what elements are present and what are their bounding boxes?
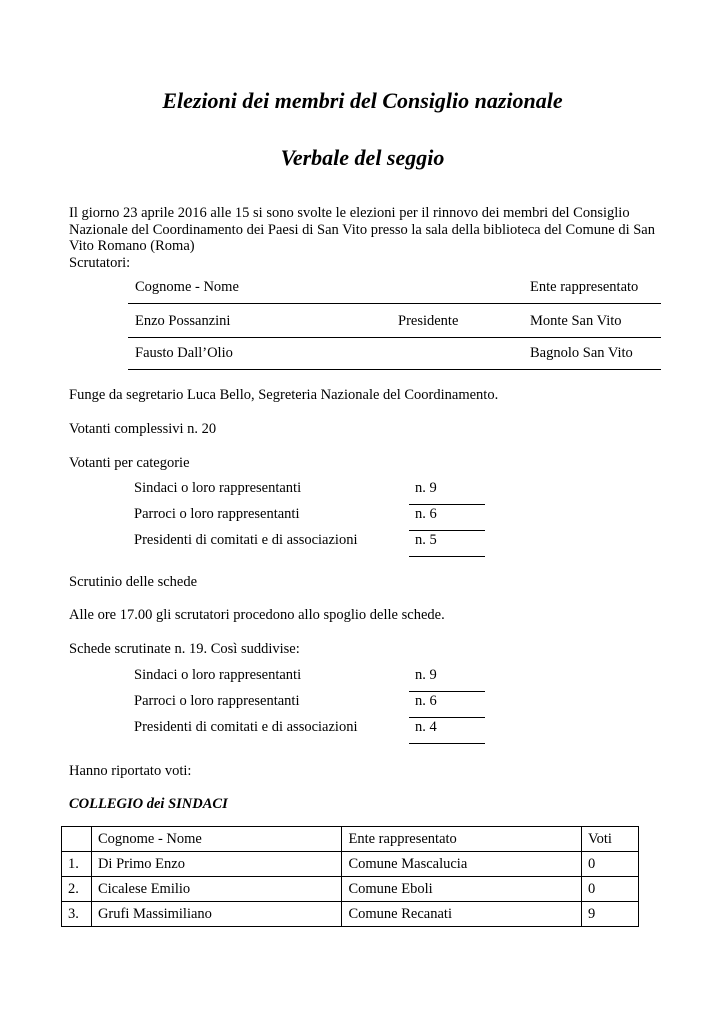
- page-subtitle: Verbale del seggio: [280, 145, 445, 170]
- category-label: Presidenti di comitati e di associazioni: [134, 719, 358, 735]
- page-title: Elezioni dei membri del Consiglio nazionale: [162, 88, 563, 113]
- category-value: n. 4: [415, 719, 437, 735]
- row-name: Grufi Massimiliano: [91, 902, 342, 927]
- value-underline: [409, 743, 485, 744]
- category-label: Parroci o loro rappresentanti: [134, 693, 300, 709]
- table-header-row: [62, 827, 639, 852]
- scrutatori-header-name: Cognome - Nome: [135, 279, 239, 295]
- value-underline: [409, 691, 485, 692]
- header-voti: Voti: [582, 827, 639, 852]
- collegio-table: [61, 826, 639, 927]
- category-label: Sindaci o loro rappresentanti: [134, 480, 302, 496]
- collegio-title: COLLEGIO dei SINDACI: [69, 796, 228, 812]
- value-underline: [409, 530, 485, 531]
- category-value: n. 9: [415, 480, 437, 496]
- header-num: [62, 827, 92, 852]
- votanti-categorie-label: Votanti per categorie: [69, 455, 190, 471]
- row-num: 3.: [62, 902, 92, 927]
- header-ente: Ente rappresentato: [342, 827, 582, 852]
- scrutatori-divider: [128, 369, 661, 370]
- voti-label: Hanno riportato voti:: [69, 763, 192, 779]
- header-name: Cognome - Nome: [91, 827, 342, 852]
- row-num: 1.: [62, 852, 92, 877]
- row-name: Cicalese Emilio: [91, 877, 342, 902]
- value-underline: [409, 717, 485, 718]
- scrutatori-row-ente: Bagnolo San Vito: [530, 345, 633, 361]
- scrutinio-heading: Scrutinio delle schede: [69, 574, 198, 590]
- schede-label: Schede scrutinate n. 19. Così suddivise:: [69, 641, 300, 657]
- row-ente: Comune Eboli: [342, 877, 582, 902]
- row-ente: Comune Recanati: [342, 902, 582, 927]
- table-row: [62, 852, 639, 877]
- intro-paragraph: Il giorno 23 aprile 2016 alle 15 si sono svolte le elezioni per il rinnovo dei membri del Consiglio Nazionale del Coordinamento dei Paesi di San Vito presso la sala della biblioteca del Comune di San Vito Romano (Roma): [69, 205, 655, 254]
- scrutatori-row-name: Fausto Dall’Olio: [135, 345, 233, 361]
- scrutatori-row-name: Enzo Possanzini: [135, 313, 231, 329]
- votanti-text: Votanti complessivi n. 20: [69, 421, 217, 437]
- table-row: [62, 877, 639, 902]
- scrutatori-divider: [128, 337, 661, 338]
- scrutatori-header-ente: Ente rappresentato: [530, 279, 639, 295]
- category-label: Parroci o loro rappresentanti: [134, 506, 300, 522]
- value-underline: [409, 556, 485, 557]
- category-label: Presidenti di comitati e di associazioni: [134, 532, 358, 548]
- row-voti: 0: [582, 852, 639, 877]
- category-value: n. 6: [415, 693, 437, 709]
- scrutatori-label: Scrutatori:: [69, 255, 131, 271]
- category-value: n. 5: [415, 532, 437, 548]
- segretario-text: Funge da segretario Luca Bello, Segreteria Nazionale del Coordinamento.: [69, 387, 499, 403]
- row-voti: 0: [582, 877, 639, 902]
- row-num: 2.: [62, 877, 92, 902]
- category-value: n. 6: [415, 506, 437, 522]
- value-underline: [409, 504, 485, 505]
- row-ente: Comune Mascalucia: [342, 852, 582, 877]
- scrutatori-row-role: Presidente: [398, 313, 459, 329]
- spoglio-text: Alle ore 17.00 gli scrutatori procedono allo spoglio delle schede.: [69, 607, 445, 623]
- table-row: [62, 902, 639, 927]
- category-value: n. 9: [415, 667, 437, 683]
- row-name: Di Primo Enzo: [91, 852, 342, 877]
- category-label: Sindaci o loro rappresentanti: [134, 667, 302, 683]
- scrutatori-divider: [128, 303, 661, 304]
- scrutatori-row-ente: Monte San Vito: [530, 313, 622, 329]
- row-voti: 9: [582, 902, 639, 927]
